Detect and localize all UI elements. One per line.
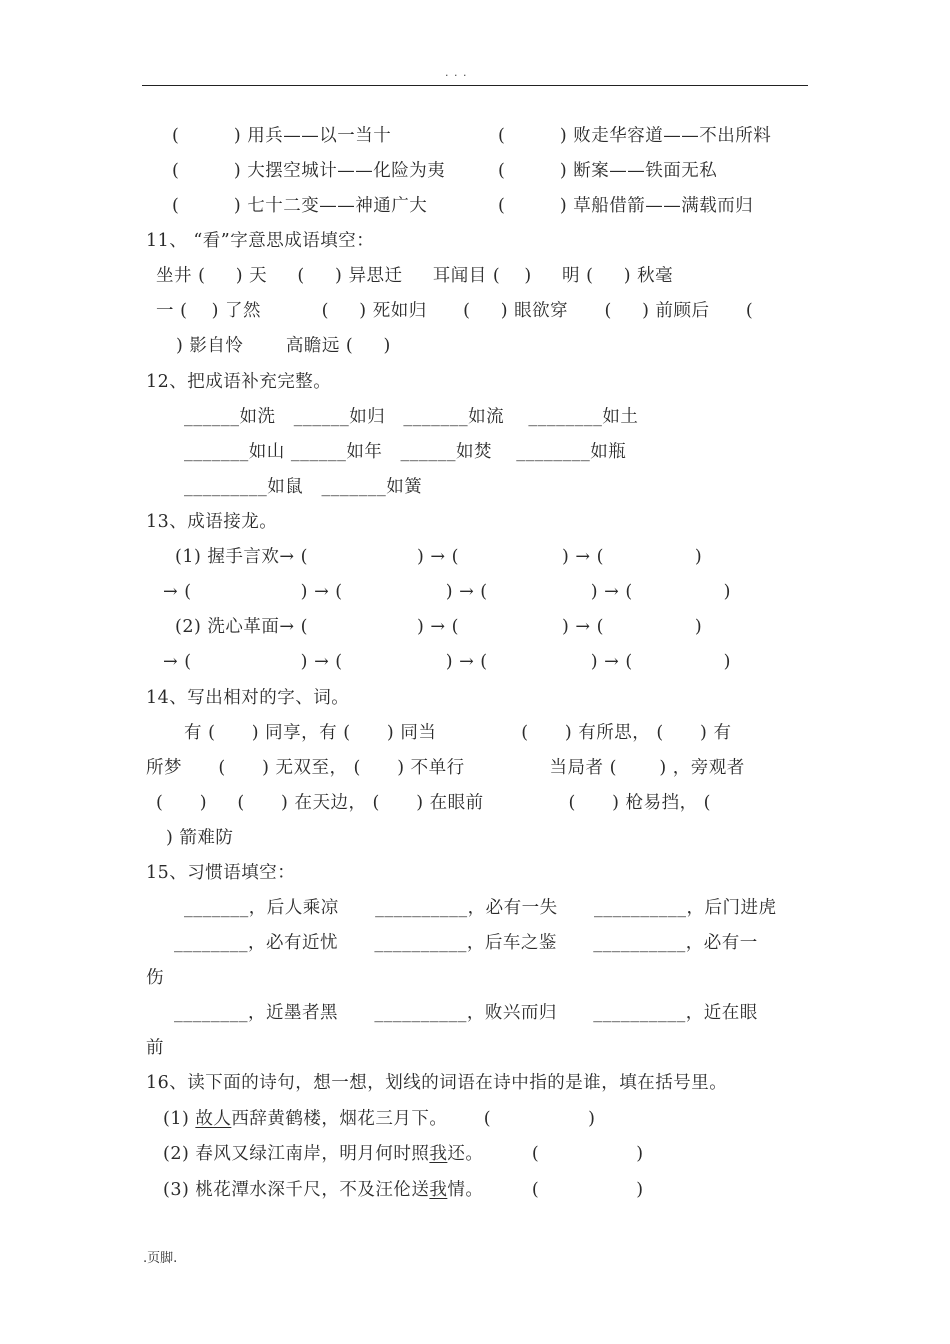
s10-row2-left: ( ) 大摆空城计——化险为夷	[172, 161, 446, 181]
s10-row3-right: ( ) 草船借箭——满载而归	[498, 196, 754, 216]
s14-line2: 所梦 ( ) 无双至， ( ) 不单行 当局者 ( ) ，旁观者	[146, 758, 745, 778]
s15-line2: ________，必有近忧 __________，后车之鉴 __________，必有一	[174, 933, 758, 953]
s16-q2-prefix: (2) 春风又绿江南岸，明月何时照	[163, 1144, 430, 1164]
s11-line2: 一 ( ) 了然 ( ) 死如归 ( ) 眼欲穿 ( ) 前顾后 (	[156, 301, 754, 321]
s16-q1-rest: 西辞黄鹤楼，烟花三月下。 ( )	[231, 1109, 596, 1129]
s13-line4: → ( ) → ( ) → ( ) → ( )	[163, 652, 731, 672]
s14-line1: 有 ( ) 同享，有 ( ) 同当 ( ) 有所思， ( ) 有	[184, 723, 732, 743]
s14-line3: ( ) ( ) 在天边， ( ) 在眼前 ( ) 枪易挡， (	[156, 793, 711, 813]
s12-line3: _________如鼠 _______如簧	[184, 477, 423, 497]
s10-row1-left: ( ) 用兵——以一当十	[172, 126, 392, 146]
header-dots: . . .	[445, 66, 468, 79]
s13-line1: (1) 握手言欢→ ( ) → ( ) → ( )	[175, 547, 703, 567]
s13-line2: → ( ) → ( ) → ( ) → ( )	[163, 582, 731, 602]
s16-title: 16、读下面的诗句，想一想，划线的词语在诗中指的是谁，填在括号里。	[146, 1073, 728, 1093]
s16-q3-rest: 情。 ( )	[447, 1180, 644, 1200]
s16-q3-underlined: 我	[429, 1180, 448, 1200]
s15-title: 15、习惯语填空：	[146, 863, 296, 883]
s14-line4: ) 箭难防	[166, 828, 234, 848]
s15-line4: ________，近墨者黑 __________，败兴而归 __________，近在眼	[174, 1003, 758, 1023]
s13-line3: (2) 洗心革面→ ( ) → ( ) → ( )	[175, 617, 703, 637]
s12-line1: ______如洗 ______如归 _______如流 ________如土	[184, 407, 639, 427]
s11-title: 11、 “看”字意思成语填空：	[146, 231, 375, 251]
s16-q1-prefix: (1)	[163, 1109, 196, 1129]
header-rule	[142, 85, 808, 86]
s16-q2-underlined: 我	[429, 1144, 448, 1164]
s16-q3-prefix: (3) 桃花潭水深千尺，不及汪伦送	[163, 1180, 430, 1200]
s10-row3-left: ( ) 七十二变——神通广大	[172, 196, 428, 216]
s15-line5: 前	[146, 1038, 164, 1058]
s16-q2	[163, 1142, 644, 1166]
s10-row2-right: ( ) 断案——铁面无私	[498, 161, 718, 181]
s10-row1-right: ( ) 败走华容道——不出所料	[498, 126, 772, 146]
page-footer: .页脚.	[143, 1251, 178, 1266]
s15-line1: _______，后人乘凉 __________，必有一失 __________，后门进虎	[184, 898, 777, 918]
s12-title: 12、把成语补充完整。	[146, 372, 332, 392]
s11-line1: 坐井 ( ) 天 ( ) 异思迁 耳闻目 ( ) 明 ( ) 秋毫	[156, 266, 674, 286]
s13-title: 13、成语接龙。	[146, 512, 278, 532]
s14-title: 14、写出相对的字、词。	[146, 688, 350, 708]
s15-line3: 伤	[146, 968, 164, 988]
s16-q3	[163, 1178, 644, 1202]
s11-line3: ) 影自怜 高瞻远 ( )	[176, 336, 391, 356]
s16-q1-underlined: 故人	[195, 1109, 232, 1129]
s16-q2-rest: 还。 ( )	[447, 1144, 644, 1164]
s12-line2: _______如山 ______如年 ______如焚 ________如瓶	[184, 442, 627, 462]
s16-q1	[163, 1107, 595, 1131]
